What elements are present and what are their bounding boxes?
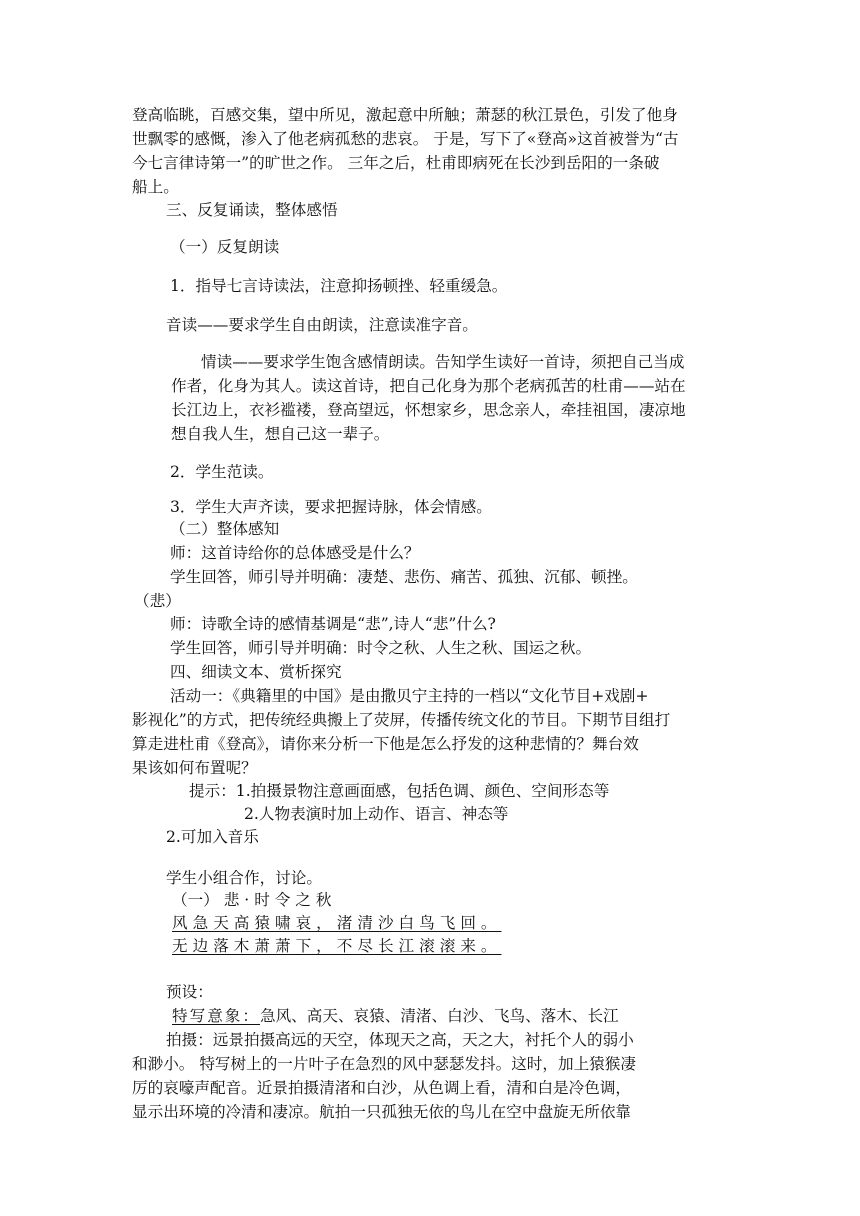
text-line: 情读——要求学生饱含感情朗读。告知学生读好一首诗，须把自己当成: [201, 353, 685, 371]
text-line: 和渺小。 特写树上的一片叶子在急烈的风中瑟瑟发抖。这时，加上猿猴凄: [132, 1055, 636, 1073]
subsection-heading: （一）反复朗读: [170, 238, 280, 256]
text-line: 果该如何布置呢？: [132, 759, 257, 777]
text-line: 作者，化身为其人。读这首诗，把自己化身为那个老病孤苦的杜甫——站在: [171, 377, 686, 395]
text-line: 想自我人生，想自己这一辈子。: [171, 425, 390, 443]
text-line: 今七言律诗第一”的旷世之作。 三年之后，杜甫即病死在长沙到岳阳的一条破: [132, 154, 660, 172]
text-line: 师：这首诗给你的总体感受是什么？: [170, 544, 420, 562]
text-line: 学生回答，师引导并明确：凄楚、悲伤、痛苦、孤独、沉郁、顿挫。: [170, 568, 638, 586]
text-line: 世飘零的感慨，渗入了他老病孤愁的悲哀。 于是，写下了«登高»这首被誉为“古: [132, 130, 679, 148]
text-line: 厉的哀嚎声配音。近景拍摄清渚和白沙，从色调上看，清和白是冷色调，: [132, 1079, 632, 1097]
text-line: 登高临眺，百感交集，望中所见，激起意中所触；萧瑟的秋江景色，引发了他身: [132, 106, 678, 124]
subsection-heading: （一） 悲 · 时 令 之 秋: [172, 891, 332, 909]
text-line: 音读——要求学生自由朗读，注意读准字音。: [166, 316, 478, 334]
text-line: 学生回答，师引导并明确：时令之秋、人生之秋、国运之秋。: [170, 639, 592, 657]
section-heading: 四、细读文本、赏析探究: [170, 663, 342, 681]
text-line: 2．学生范读。: [170, 463, 274, 481]
text-line: 船上。: [132, 178, 179, 196]
text-line: 显示出环境的冷清和凄凉。航拍一只孤独无依的鸟儿在空中盘旋无所依靠: [132, 1103, 632, 1121]
text-line: 活动一：《典籍里的中国》是由撒贝宁主持的一档以“文化节目+戏剧+: [170, 687, 649, 705]
text-line: 影视化”的方式，把传统经典搬上了荧屏，传播传统文化的节目。下期节目组打: [132, 711, 671, 729]
text-line: 师：诗歌全诗的感情基调是“悲”,诗人“悲”什么?: [170, 615, 496, 633]
feature-image-label: 特写意象：: [172, 1007, 260, 1025]
text-line: 预设：: [166, 983, 213, 1001]
section-heading: 三、反复诵读，整体感悟: [166, 201, 338, 219]
label-line: [172, 1004, 619, 1028]
text-line: 3．学生大声齐读，要求把握诗脉，体会情感。: [170, 498, 492, 516]
image-list: 急风、高天、哀猿、清渚、白沙、飞鸟、落木、长江: [259, 1007, 619, 1025]
text-line: 长江边上，衣衫褴褛，登高望远，怀想家乡，思念亲人，牵挂祖国，凄凉地: [171, 401, 686, 419]
text-line: 1．指导七言诗读法，注意抑扬顿挫、轻重缓急。: [170, 277, 508, 295]
text-line: 算走进杜甫《登高》，请你来分析一下他是怎么抒发的这种悲情的？舞台效: [132, 735, 639, 753]
text-line: （悲）: [134, 592, 181, 610]
poem-line: 无边落木萧萧下，不尽长江滚滚来。: [172, 937, 502, 955]
hint-line: 2.人物表演时加上动作、语言、神态等: [244, 805, 509, 823]
text-line: 学生小组合作，讨论。: [166, 869, 322, 887]
text-line: 拍摄：远景拍摄高远的天空，体现天之高，天之大，衬托个人的弱小: [166, 1031, 634, 1049]
subsection-heading: （二）整体感知: [170, 520, 280, 538]
hint-line: 提示：1.拍摄景物注意画面感，包括色调、颜色、空间形态等: [189, 782, 610, 800]
hint-line: 2.可加入音乐: [166, 828, 259, 846]
poem-line: 风急天高猿啸哀，渚清沙白鸟飞回。: [172, 914, 502, 932]
